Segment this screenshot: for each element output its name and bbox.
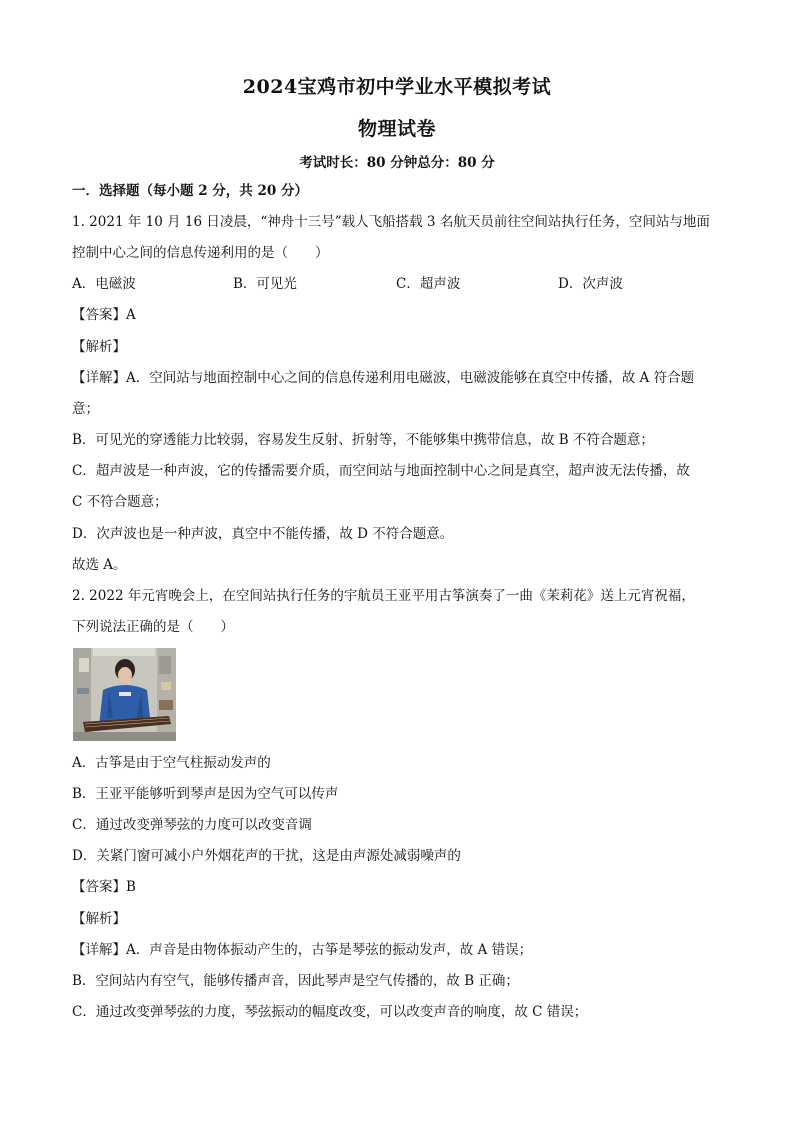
exam-info: 考试时长：80 分钟总分：80 分 [299,155,495,171]
q1-answer: 【答案】A [72,307,136,323]
q1-analysis-label: 【解析】 [72,339,126,355]
q1-detail-line4: C．超声波是一种声波，它的传播需要介质，而空间站与地面控制中心之间是真空，超声波无法传播，故 [72,463,690,479]
q1-options [72,275,722,293]
q2-option-a: A．古筝是由于空气柱振动发声的 [72,755,271,771]
q2-analysis-label: 【解析】 [72,911,126,927]
q2-stem-line2: 下列说法正确的是（ ） [72,619,234,635]
q2-option-d: D．关紧门窗可减小户外烟花声的干扰，这是由声源处减弱噪声的 [72,848,461,864]
q1-option-c: C．超声波 [396,276,461,292]
q1-stem-line2: 控制中心之间的信息传递利用的是（ ） [72,245,329,261]
q1-detail-line5: C 不符合题意； [72,494,168,510]
q2-stem-line1: 2. 2022 年元宵晚会上，在空间站执行任务的宇航员王亚平用古筝演奏了一曲《茉莉花》送上元宵祝福， [72,588,695,604]
q2-detail-line1: 【详解】A．声音是由物体振动产生的，古筝是琴弦的振动发声，故 A 错误； [72,942,533,958]
q1-detail-line3: B．可见光的穿透能力比较弱，容易发生反射、折射等，不能够集中携带信息，故 B 不符合题意； [72,432,654,448]
exam-title: 2024宝鸡市初中学业水平模拟考试 [242,76,552,98]
q1-option-b: B．可见光 [233,276,297,292]
astronaut-guzheng-photo [73,648,176,741]
q1-option-d: D．次声波 [558,276,623,292]
q1-detail-line6: D．次声波也是一种声波，真空中不能传播，故 D 不符合题意。 [72,526,454,542]
q1-stem-line1: 1. 2021 年 10 月 16 日凌晨，“神舟十三号”载人飞船搭载 3 名航天员前往空间站执行任务，空间站与地面 [72,214,710,230]
q2-option-c: C．通过改变弹琴弦的力度可以改变音调 [72,817,312,833]
q2-option-b: B．王亚平能够听到琴声是因为空气可以传声 [72,786,339,802]
q2-detail-line3: C．通过改变弹琴弦的力度，琴弦振动的幅度改变，可以改变声音的响度，故 C 错误； [72,1004,588,1020]
section-heading: 一．选择题（每小题 2 分，共 20 分） [72,183,308,199]
exam-subtitle: 物理试卷 [357,118,436,140]
q1-conclusion: 故选 A。 [72,557,127,573]
q2-answer: 【答案】B [72,879,136,895]
q2-detail-line2: B．空间站内有空气，能够传播声音，因此琴声是空气传播的，故 B 正确； [72,973,519,989]
q1-option-a: A．电磁波 [72,276,136,292]
q1-detail-line2: 意； [72,401,99,417]
q1-detail-line1: 【详解】A．空间站与地面控制中心之间的信息传递利用电磁波，电磁波能够在真空中传播，故 A 符合题 [72,370,695,386]
